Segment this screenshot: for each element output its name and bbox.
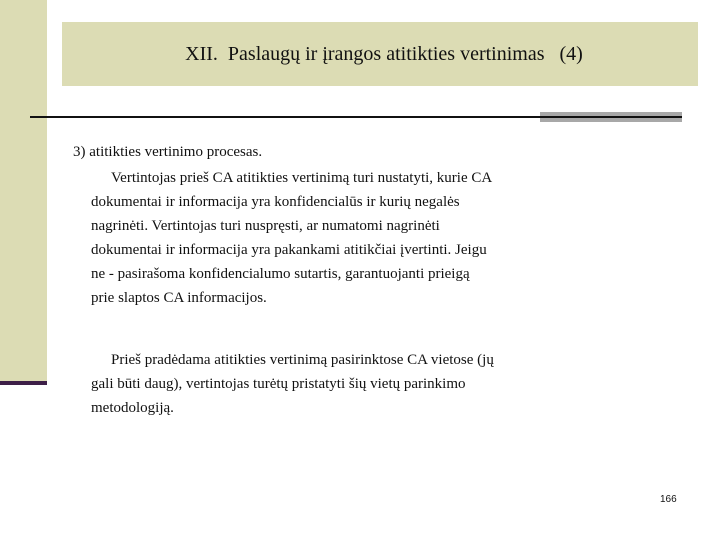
paragraph-confidentiality [91,166,492,310]
paragraph-line: gali būti daug), vertintojas turėtų pristatyti šių vietų parinkimo [91,376,466,392]
paragraph-line: dokumentai ir informacija yra pakankami atitikčiai įvertinti. Jeigu [91,242,487,258]
paragraph-line: Vertintojas prieš CA atitikties vertinimą turi nustatyti, kurie CA [111,170,493,186]
slide-title: XII. Paslaugų ir įrangos atitikties vertinimas (4) [185,42,583,65]
paragraph-line: dokumentai ir informacija yra konfidencialūs ir kurių negalės [91,194,460,210]
page-number: 166 [660,494,677,505]
paragraph-line: Prieš pradėdama atitikties vertinimą pasirinktose CA vietose (jų [111,352,494,368]
paragraph-line: ne - pasirašoma konfidencialumo sutartis, garantuojanti prieigą [91,266,470,282]
paragraph-site-selection [91,348,494,420]
section-heading: 3) atitikties vertinimo procesas. [73,144,263,160]
paragraph-line: prie slaptos CA informacijos. [91,290,267,306]
paragraph-line: metodologiją. [91,400,174,416]
paragraph-line: nagrinėti. Vertintojas turi nuspręsti, ar numatomi nagrinėti [91,218,440,234]
